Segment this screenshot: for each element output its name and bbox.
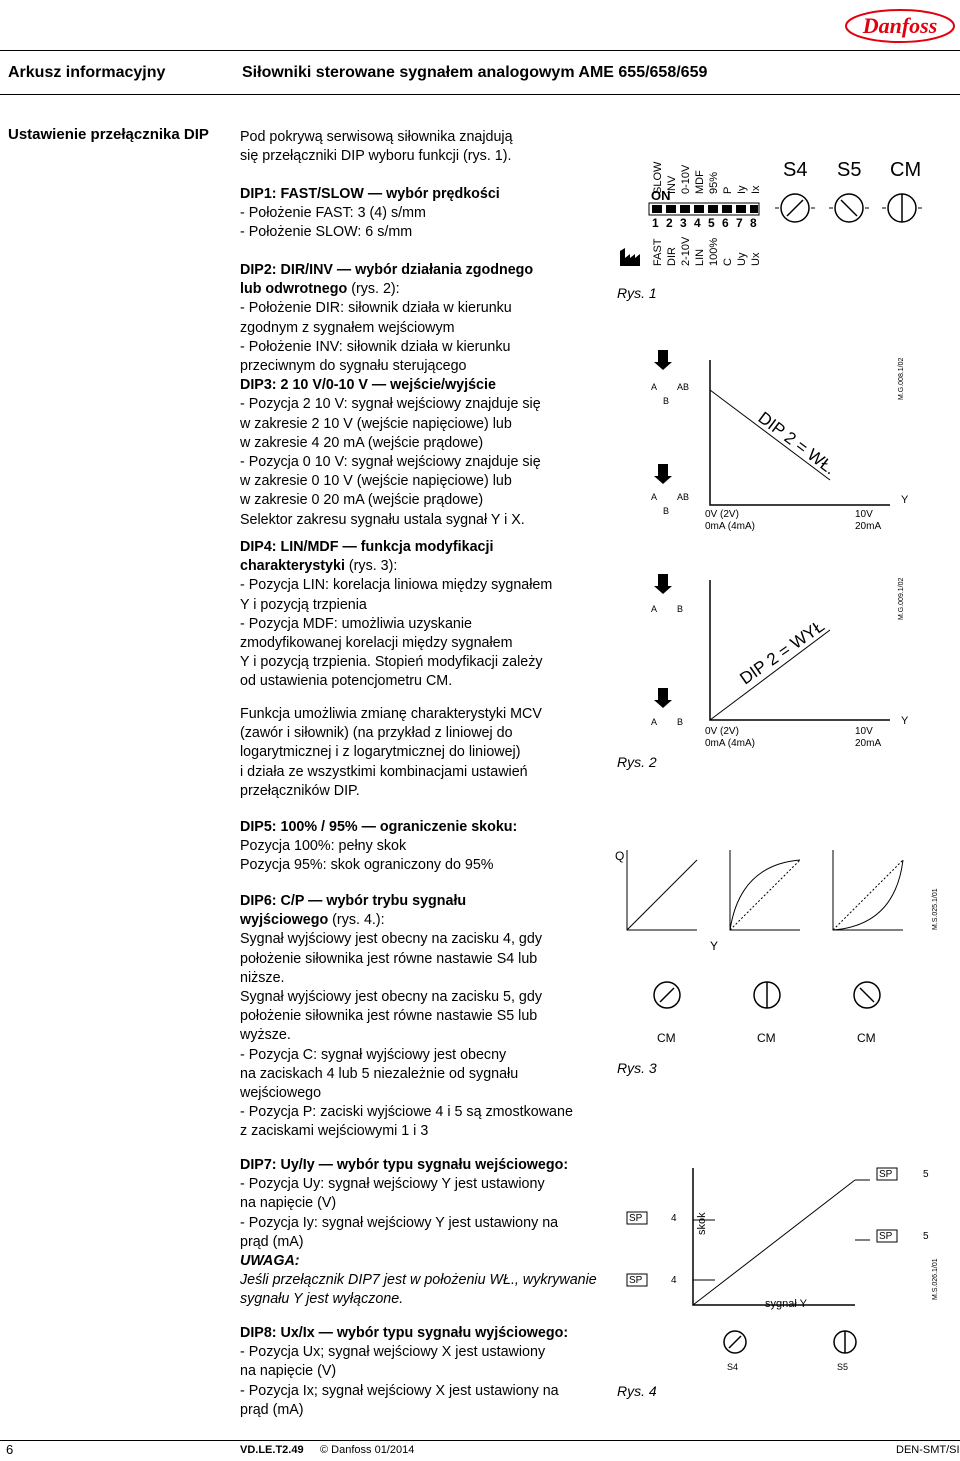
page-number: 6 <box>6 1442 14 1457</box>
fig3-q: Q <box>615 849 625 863</box>
svg-text:MDF: MDF <box>694 170 706 194</box>
svg-text:CM: CM <box>757 1031 776 1045</box>
svg-text:5: 5 <box>923 1231 929 1242</box>
text-mcv: Funkcja umożliwia zmianę charakterystyki MCV (zawór i siłownik) (na przykład z liniowej do logarytmicznej i z logarytmicznej do liniowej) i działa ze wszystkimi kombinacjami ustawień przełączników DIP. <box>240 706 542 799</box>
fig4-skok: skok <box>696 1212 708 1235</box>
text-dip4: DIP4: LIN/MDF — funkcja modyfikacji charakterystyki (rys. 3): - Pozycja LIN: korelacja liniowa między sygnałem Y i pozycją trzpienia - Pozycja MDF: umożliwia uzyskanie zmodyfikowanej korelacji między sygnałem Y i pozycją trzpienia. Stopień modyfikacji zależy od ustawienia potencjometru CM. <box>240 539 553 690</box>
potentiometer-icon <box>724 1331 856 1353</box>
fig4-axes <box>693 1168 870 1305</box>
svg-text:C: C <box>722 258 734 266</box>
fig4-s5: S5 <box>837 1362 849 1372</box>
svg-text:5: 5 <box>708 216 715 230</box>
potentiometer-icon <box>654 982 880 1008</box>
svg-text:FAST: FAST <box>652 238 664 266</box>
svg-text:0-10V: 0-10V <box>680 164 692 194</box>
fig2-top-dip-label: DIP 2 = WŁ. <box>754 408 840 479</box>
dip-bottom-labels <box>652 236 762 266</box>
svg-text:4: 4 <box>671 1213 677 1224</box>
svg-text:4: 4 <box>694 216 701 230</box>
svg-text:5: 5 <box>923 1169 929 1180</box>
fig4-code: M.S.026.1/01 <box>932 1258 939 1300</box>
text-dip7: DIP7: Uy/Iy — wybór typu sygnału wejściowego: - Pozycja Uy: sygnał wejściowy Y jest ustawiony na napięcie (V) - Pozycja Iy: sygnał wejściowy Y jest ustawiony na prąd (mA) UWAGA: Jeśli przełącznik DIP7 jest w położeniu WŁ., wykrywanie sygnału Y jest wyłączone. <box>240 1157 597 1308</box>
header-rule-bottom <box>0 94 960 95</box>
svg-text:A: A <box>651 492 658 502</box>
figure-2-dir-inv <box>605 340 955 780</box>
fig2-bottom-x1: 10V <box>855 726 873 737</box>
footer-rule <box>0 1440 960 1441</box>
svg-text:7: 7 <box>736 216 743 230</box>
svg-text:B: B <box>677 604 684 614</box>
product-title: Siłowniki sterowane sygnałem analogowym AME 655/658/659 <box>242 64 708 81</box>
figure-3-characteristic <box>605 810 955 1080</box>
svg-text:SP: SP <box>629 1213 643 1224</box>
doc-code: VD.LE.T2.49 <box>240 1444 304 1456</box>
fig2-top-x0: 0V (2V) <box>705 509 739 520</box>
fig3-caption: Rys. 3 <box>617 1060 657 1076</box>
svg-text:Iy: Iy <box>736 185 748 194</box>
svg-text:Ix: Ix <box>750 185 762 194</box>
doc-type-title: Arkusz informacyjny <box>8 64 166 81</box>
text-dip5: DIP5: 100% / 95% — ograniczenie skoku: Pozycja 100%: pełny skok Pozycja 95%: skok ograniczony do 95% <box>240 819 518 874</box>
fig2-top-x0b: 0mA (4mA) <box>705 521 756 532</box>
fig2-bottom-x1b: 20mA <box>855 738 882 749</box>
text-dip6: DIP6: C/P — wybór trybu sygnału wyjściowego (rys. 4.): Sygnał wyjściowy jest obecny na zacisku 4, gdy położenie siłownika jest równe nastawie S4 lub niższe. Sygnał wyjściowy jest obecny na zacisku 5, gdy położenie siłownika jest równe nastawie S5 lub wyższe. - Pozycja C: sygnał wyjściowy jest obecny na zaciskach 4 lub 5 niezależnie od sygnału wejściowego - Pozycja P: zaciski wyjściowe 4 i 5 są zmostkowane z zaciskami wejściowymi 1 i 3 <box>240 893 573 1140</box>
svg-text:AB: AB <box>677 492 690 502</box>
svg-text:SP: SP <box>629 1275 643 1286</box>
text-dip1: DIP1: FAST/SLOW — wybór prędkości - Położenie FAST: 3 (4) s/mm - Położenie SLOW: 6 s/mm <box>240 186 500 241</box>
svg-text:4: 4 <box>671 1275 677 1286</box>
svg-text:100%: 100% <box>708 237 720 266</box>
valve-icon <box>654 350 672 484</box>
svg-text:8: 8 <box>750 216 757 230</box>
footer-code: DEN-SMT/SI <box>896 1444 960 1456</box>
svg-text:INV: INV <box>666 175 678 194</box>
svg-text:AB: AB <box>677 382 690 392</box>
svg-text:SP: SP <box>879 1169 893 1180</box>
section-label: Ustawienie przełącznika DIP <box>8 126 209 143</box>
svg-text:CM: CM <box>657 1031 676 1045</box>
fig2-bottom-x0: 0V (2V) <box>705 726 739 737</box>
svg-text:95%: 95% <box>708 171 720 194</box>
fig2-top-code: M.G.008.1/02 <box>898 357 905 400</box>
dip-numbers <box>652 216 757 230</box>
svg-text:CM: CM <box>890 159 922 181</box>
svg-text:SLOW: SLOW <box>652 161 664 194</box>
svg-text:P: P <box>722 186 734 194</box>
pot-labels <box>783 159 921 181</box>
fig2-bottom-valve-labels <box>651 604 683 727</box>
fig2-bottom-dip-label: DIP 2 = WYŁ <box>736 616 828 689</box>
text-dip2-dip3: DIP2: DIR/INV — wybór działania zgodnego lub odwrotnego (rys. 2): - Położenie DIR: siłownik działa w kierunku zgodnym z sygnałem wejściowym - Położenie INV: siłownik działa w kierunku przeciwnym do sygnału sterującego DIP3: 2 10 V/0-10 V — wejście/wyjście - Pozycja 2 10 V: sygnał wejściowy znajduje się w zakresie 2 10 V (wejście napięciowe) lub w zakresie 4 20 mA (wejście prądowe) - Pozycja 0 10 V: sygnał wejściowy znajduje się w zakresie 0 10 V (wejście napięciowe) lub w zakresie 0 20 mA (wejście prądowe) Selektor zakresu sygnału ustala sygnał Y i X. <box>240 262 541 528</box>
figure-4-output-signal <box>605 1160 955 1405</box>
dip-top-labels <box>652 161 762 194</box>
svg-text:Danfoss: Danfoss <box>862 13 938 38</box>
fig2-bottom-y: Y <box>901 715 909 727</box>
fig4-s4: S4 <box>727 1362 739 1372</box>
svg-text:B: B <box>663 396 670 406</box>
svg-text:B: B <box>677 717 684 727</box>
svg-text:6: 6 <box>722 216 729 230</box>
fig1-caption: Rys. 1 <box>617 285 657 301</box>
svg-text:S4: S4 <box>783 159 808 181</box>
svg-text:A: A <box>651 717 658 727</box>
on-label: ON <box>651 188 671 203</box>
fig3-code: M.S.025.1/01 <box>932 888 939 930</box>
svg-text:Ux: Ux <box>750 252 762 266</box>
header-rule-top <box>0 50 960 51</box>
svg-text:Uy: Uy <box>736 252 748 266</box>
svg-text:B: B <box>663 506 670 516</box>
fig2-caption: Rys. 2 <box>617 754 657 770</box>
svg-text:2-10V: 2-10V <box>680 236 692 266</box>
fig4-terminals <box>627 1168 929 1286</box>
fig2-bottom-code: M.G.009.1/02 <box>898 577 905 620</box>
svg-text:CM: CM <box>857 1031 876 1045</box>
svg-text:2: 2 <box>666 216 673 230</box>
fig3-cm-labels <box>657 1031 876 1045</box>
figure-1-dip-switches <box>605 126 955 316</box>
svg-text:LIN: LIN <box>694 248 706 266</box>
fig4-caption: Rys. 4 <box>617 1383 657 1399</box>
fig2-top-x1b: 20mA <box>855 521 882 532</box>
fig2-top-valve-labels <box>651 382 689 516</box>
svg-text:1: 1 <box>652 216 659 230</box>
valve-icon-bottom <box>654 574 672 708</box>
svg-text:A: A <box>651 604 658 614</box>
fig2-top-x1: 10V <box>855 509 873 520</box>
fig4-signal: sygnał Y <box>765 1298 807 1310</box>
fig3-curves <box>627 850 903 930</box>
svg-text:S5: S5 <box>837 159 862 181</box>
fig2-top-y: Y <box>901 494 909 506</box>
dip-switch-row <box>649 203 759 215</box>
svg-text:A: A <box>651 382 658 392</box>
potentiometer-icon <box>781 194 916 222</box>
factory-icon <box>620 248 640 266</box>
danfoss-logo <box>842 6 958 46</box>
fig3-y: Y <box>710 939 719 953</box>
svg-text:3: 3 <box>680 216 687 230</box>
text-dip8: DIP8: Ux/Ix — wybór typu sygnału wyjściowego: - Pozycja Ux; sygnał wejściowy X jest ustawiony na napięcie (V) - Pozycja Ix; sygnał wejściowy X jest ustawiony na prąd (mA) <box>240 1325 569 1418</box>
copyright: © Danfoss 01/2014 <box>320 1444 415 1456</box>
svg-text:SP: SP <box>879 1231 893 1242</box>
text-intro: Pod pokrywą serwisową siłownika znajdują się przełączniki DIP wyboru funkcji (rys. 1). <box>240 129 513 165</box>
svg-text:DIR: DIR <box>666 247 678 266</box>
fig2-bottom-x0b: 0mA (4mA) <box>705 738 756 749</box>
